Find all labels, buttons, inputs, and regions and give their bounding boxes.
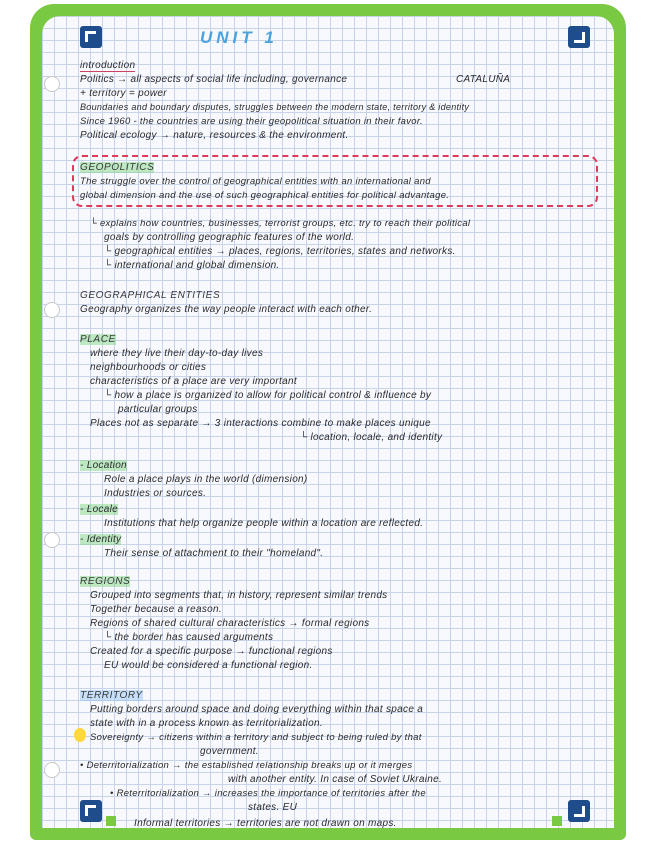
text-line: government. (200, 746, 259, 757)
heading-location: - Location (80, 460, 127, 471)
text-line: Since 1960 - the countries are using their geopolitical situation in their favor. (80, 116, 423, 127)
text-line: EU would be considered a functional region. (104, 660, 313, 671)
text-line: Politics → all aspects of social life including, governance (80, 74, 348, 85)
text-line: states. EU (248, 802, 298, 813)
heading-introduction: introduction (80, 60, 136, 71)
heading-territory: TERRITORY (80, 690, 143, 701)
binder-hole (44, 76, 60, 92)
text-line: Informal territories → territories are not drawn on maps. (134, 818, 397, 829)
lightbulb-icon (74, 728, 86, 742)
text-line: goals by controlling geographic features of the world. (104, 232, 355, 243)
text-line: Grouped into segments that, in history, represent similar trends (90, 590, 388, 601)
text-line: where they live their day-to-day lives (90, 348, 264, 359)
text-line: Political ecology → nature, resources & the environment. (80, 130, 349, 141)
corner-bracket-icon (568, 800, 590, 822)
text-line: with another entity. In case of Soviet Ukraine. (228, 774, 443, 785)
text-line: Together because a reason. (90, 604, 222, 615)
text-line: neighbourhoods or cities (90, 362, 207, 373)
text-line: characteristics of a place are very important (90, 376, 297, 387)
text-line: Institutions that help organize people within a location are reflected. (104, 518, 424, 529)
text-line: Places not as separate → 3 interactions combine to make places unique (90, 418, 431, 429)
heading-identity: - Identity (80, 534, 122, 545)
text-line: Created for a specific purpose → functional regions (90, 646, 333, 657)
corner-bracket-icon (80, 26, 102, 48)
text-line: Industries or sources. (104, 488, 207, 499)
text-line: └ explains how countries, businesses, terrorist groups, etc. try to reach their political (90, 218, 471, 229)
text-line: └ geographical entities → places, regions, territories, states and networks. (104, 246, 456, 257)
text-line: Geography organizes the way people interact with each other. (80, 304, 373, 315)
text-line: └ international and global dimension. (104, 260, 280, 271)
text-line: Their sense of attachment to their "homeland". (104, 548, 324, 559)
binder-hole (44, 302, 60, 318)
text-line: └ location, locale, and identity (300, 432, 443, 443)
text-line: Putting borders around space and doing everything within that space a (90, 704, 424, 715)
text-line: Sovereignty → citizens within a territory and subject to being ruled by that (90, 732, 422, 743)
text-line: Boundaries and boundary disputes, struggles between the modern state, territory & identity (80, 102, 470, 112)
heading-place: PLACE (80, 334, 116, 345)
heading-regions: REGIONS (80, 576, 131, 587)
text-note: CATALUÑA (456, 74, 511, 85)
text-line: state with in a process known as territorialization. (90, 718, 323, 729)
heading-geopolitics: GEOPOLITICS (80, 162, 155, 173)
heading-geographical-entities: GEOGRAPHICAL ENTITIES (80, 290, 221, 301)
text-line: └ the border has caused arguments (104, 632, 274, 643)
text-line: └ how a place is organized to allow for political control & influence by (104, 390, 432, 401)
text-line: • Deterritorialization → the established relationship breaks up or it merges (80, 760, 413, 771)
text-line: + territory = power (80, 88, 167, 99)
page-title: UNIT 1 (200, 28, 278, 47)
text-line: global dimension and the use of such geographical entities for political advantage. (80, 190, 450, 201)
binder-hole (44, 762, 60, 778)
corner-bracket-icon (568, 26, 590, 48)
text-line: The struggle over the control of geographical entities with an international and (80, 176, 431, 187)
corner-bracket-icon (80, 800, 102, 822)
text-line: • Reterritorialization → increases the importance of territories after the (110, 788, 426, 799)
green-square (106, 816, 116, 826)
text-line: Regions of shared cultural characteristics → formal regions (90, 618, 370, 629)
green-square (552, 816, 562, 826)
heading-locale: - Locale (80, 504, 118, 515)
binder-hole (44, 532, 60, 548)
text-line: particular groups (118, 404, 198, 415)
text-line: Role a place plays in the world (dimension) (104, 474, 308, 485)
